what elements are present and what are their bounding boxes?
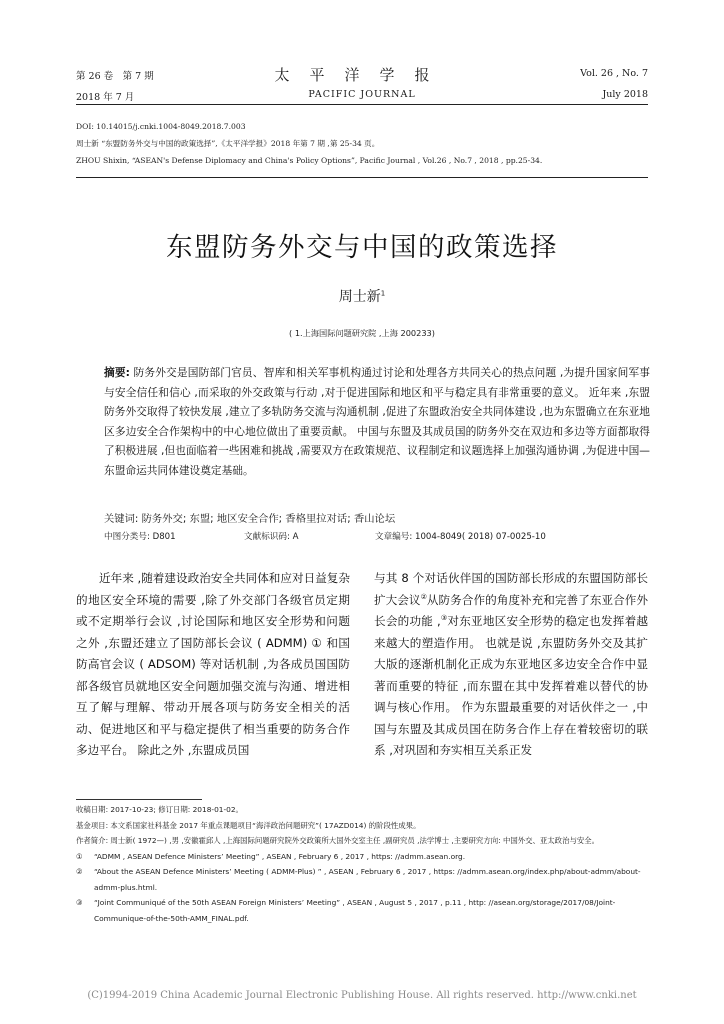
body-text: 对东亚地区安全形势的稳定也发挥着越来越大的塑造作用。 也就是说 ,东盟防务外交及其扩大版的逐渐机制化正成为东亚地区多边安全合作中显著而重要的特征 ,而东盟在其中发挥着难以替代的协调与核心作用。 作为东盟最重要的对话伙伴之一 ,中国与东盟及其成员国在防务合作上存在着较密切的联系 ,对巩固和夯实相互关系正发 bbox=[374, 614, 648, 757]
journal-name-en: PACIFIC JOURNAL bbox=[308, 89, 416, 100]
footnote-text: “Joint Communiqué of the 50th ASEAN Foreign Ministers’ Meeting” , ASEAN , August 5 , 2017 , p.11 , http: //asean.org/storage/2017/08/Joint-Communique-of-the-50th-AMM_FINAL.pdf. bbox=[94, 898, 616, 923]
footnotes bbox=[76, 802, 648, 926]
keywords: 关键词: 防务外交; 东盟; 地区安全合作; 香格里拉对话; 香山论坛 bbox=[104, 513, 396, 525]
copyright-watermark: (C)1994-2019 China Academic Journal Electronic Publishing House. All rights reserved. http://www.cnki.net bbox=[87, 990, 637, 1001]
header-rule bbox=[76, 104, 648, 105]
abstract-label: 摘要: bbox=[104, 366, 130, 379]
article-number: 文章编号: 1004-8049( 2018) 07-0025-10 bbox=[375, 532, 546, 542]
body-text: 与其 8 个对话伙伴国的国防部长形成的东盟国防部长扩大会议 bbox=[374, 571, 648, 607]
footnote-1 bbox=[76, 849, 648, 865]
footnote-3 bbox=[76, 895, 648, 926]
affiliation: ( 1.上海国际问题研究院 ,上海 200233) bbox=[289, 328, 435, 338]
footnote-mark: ① bbox=[76, 851, 83, 861]
date-en: July 2018 bbox=[602, 89, 648, 100]
date-cn: 2018 年 7 月 bbox=[76, 92, 135, 103]
volume-issue-en: Vol. 26 , No. 7 bbox=[580, 68, 648, 79]
citation-en: ZHOU Shixin, “ASEAN's Defense Diplomacy and China's Policy Options”, Pacific Journal , Vol.26 , No.7 , 2018 , pp.25-34. bbox=[76, 156, 543, 165]
footnote-ref-2[interactable]: ② bbox=[420, 592, 427, 601]
footnote-mark: ③ bbox=[76, 898, 83, 907]
citation-cn: 周士新 “东盟防务外交与中国的政策选择”,《太平洋学报》2018 年第 7 期 ,第 25-34 页。 bbox=[76, 139, 380, 148]
author-affiliation-mark: 1 bbox=[380, 289, 386, 298]
footnote-text: “About the ASEAN Defence Ministers’ Meeting ( ADMM-Plus) ” , ASEAN , February 6 , 2017 , https: //admm.asean.org/index.php/about-admm/about-admm-plus.html. bbox=[94, 867, 641, 892]
footnote-ref-3[interactable]: ③ bbox=[440, 614, 448, 623]
body-column-right bbox=[374, 568, 648, 762]
author-bio: 作者简介: 周士新( 1972—) ,男 ,安徽霍邱人 ,上海国际问题研究院外交政策所大国外交室主任 ,副研究员 ,法学博士 ,主要研究方向: 中国外交、亚太政治与安全。 bbox=[76, 836, 600, 845]
author-line bbox=[0, 286, 724, 306]
document-code: 文献标识码: A bbox=[244, 532, 299, 542]
footnote-mark: ② bbox=[76, 867, 83, 876]
author-name: 周士新 bbox=[338, 289, 381, 305]
abstract-text: 防务外交是国防部门官员、智库和相关军事机构通过讨论和处理各方共同关心的热点问题 ,为提升国家间军事与安全信任和信心 ,而采取的外交政策与行动 ,对于促进国际和地区和平与稳定具有非常重要的意义。 近年来 ,东盟防务外交取得了较快发展 ,建立了多轨防务交流与沟通机制 ,促进了东盟政治安全共同体建设 ,也为东盟确立在东亚地区多边安全合作架构中的中心地位做出了重要贡献。 中国与东盟及其成员国的防务外交在双边和多边等方面都取得了积极进展 ,但也面临着一些困难和挑战 ,需要双方在政策规范、议程制定和议题选择上加强沟通协调 ,为促进中国—东盟命运共同体建设奠定基础。 bbox=[104, 366, 650, 477]
volume-issue-cn: 第 26 卷 第 7 期 bbox=[76, 71, 154, 82]
fund-info: 基金项目: 本文系国家社科基金 2017 年重点课题项目“海洋政治问题研究”( 17AZD014) 的阶段性成果。 bbox=[76, 820, 421, 830]
footnote-text: “ADMM , ASEAN Defence Ministers’ Meeting” , ASEAN , February 6 , 2017 , https: //admm.asean.org. bbox=[94, 851, 466, 861]
clc-number: 中图分类号: D801 bbox=[104, 532, 176, 542]
meta-rule bbox=[76, 177, 648, 178]
abstract bbox=[104, 363, 650, 481]
doi-line: DOI: 10.14015/j.cnki.1004-8049.2018.7.003 bbox=[76, 122, 246, 131]
article-title: 东盟防务外交与中国的政策选择 bbox=[166, 232, 558, 263]
journal-name-cn: 太平洋学报 bbox=[274, 66, 450, 84]
footnote-2 bbox=[76, 864, 648, 895]
body-text: 从防务合作的角度补充和完善了东亚合作外长会的功能 , bbox=[374, 592, 648, 628]
received-date: 收稿日期: 2017-10-23; 修订日期: 2018-01-02。 bbox=[76, 805, 243, 814]
body-column-left: 近年来 ,随着建设政治安全共同体和应对日益复杂的地区安全环境的需要 ,除了外交部门各级官员定期或不定期举行会议 ,讨论国际和地区安全形势和问题之外 ,东盟还建立了国防部长会议 ( ADMM) ① 和国防高官会议 ( ADSOM) 等对话机制 ,为各成员国国防部各级官员就地区安全问题加强交流与沟通、增进相互了解与理解、带动开展各项与防务安全相关的活动、促进地区和平与稳定提供了相当重要的防务合作多边平台。 除此之外 ,东盟成员国 bbox=[76, 571, 350, 757]
footnote-rule bbox=[76, 799, 202, 800]
